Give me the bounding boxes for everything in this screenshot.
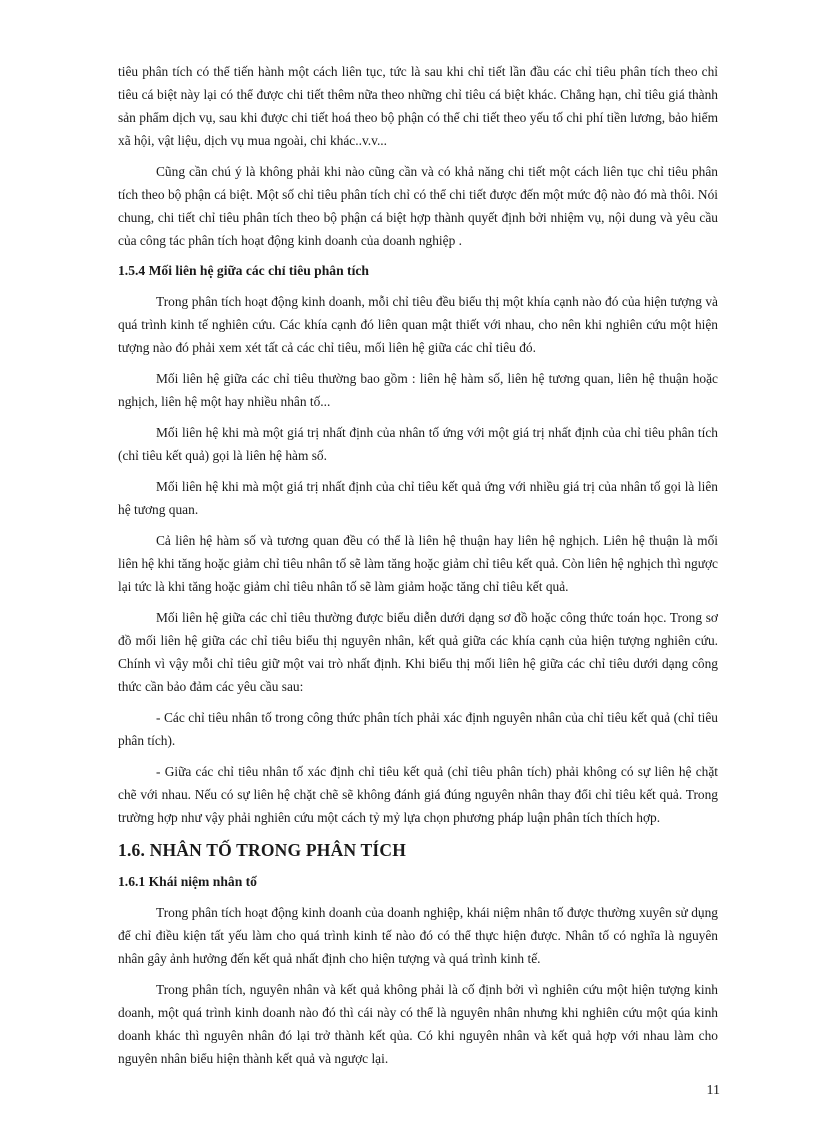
- section-heading-1-6-1: 1.6.1 Khái niệm nhân tố: [118, 874, 257, 889]
- paragraph-note: Cũng cần chú ý là không phải khi nào cũng cần và có khả năng chi tiết một cách liên tục chỉ tiêu phân tích theo bộ phận cá biệt. Một số chỉ tiêu phân tích chỉ có thể chi tiết được đến một mức độ nào đó mà thôi. Nói chung, chi tiết chỉ tiêu phân tích theo bộ phận cá biệt hợp thành quyết định bởi nhiệm vụ, nội dung và yêu cầu của công tác phân tích hoạt động kinh doanh của doanh nghiệp .: [118, 164, 718, 248]
- paragraph: Trong phân tích hoạt động kinh doanh của doanh nghiệp, khái niệm nhân tố được thường xuyên sử dụng để chỉ điều kiện tất yếu làm cho quá trình kinh tế nào đó có thể thực hiện được. Nhân tố có nghĩa là nguyên nhân gây ảnh hưởng đến kết quả nhất định cho hiện tượng và quá trình kinh tế.: [118, 905, 718, 966]
- document-page: [118, 60, 718, 1078]
- bullet-paragraph: - Giữa các chỉ tiêu nhân tố xác định chỉ tiêu kết quả (chỉ tiêu phân tích) phải không có sự liên hệ chặt chẽ với nhau. Nếu có sự liên hệ chặt chẽ sẽ không đánh giá đúng nguyên nhân thay đổi chỉ tiêu kết quả. Trong trường hợp như vậy phải nghiên cứu một cách tỷ mỷ lựa chọn phương pháp luận phân tích thích hợp.: [118, 764, 718, 825]
- paragraph: Mối liên hệ khi mà một giá trị nhất định của chỉ tiêu kết quả ứng với nhiều giá trị của nhân tố gọi là liên hệ tương quan.: [118, 479, 718, 517]
- paragraph: Trong phân tích hoạt động kinh doanh, mỗi chỉ tiêu đều biểu thị một khía cạnh nào đó của hiện tượng và quá trình kinh tế nghiên cứu. Các khía cạnh đó liên quan mật thiết với nhau, cho nên khi nghiên cứu một hiện tượng nào đó phải xem xét tất cả các chỉ tiêu, mối liên hệ giữa các chỉ tiêu đó.: [118, 294, 718, 355]
- paragraph-continued: tiêu phân tích có thể tiến hành một cách liên tục, tức là sau khi chỉ tiết lần đầu các chỉ tiêu phân tích theo chỉ tiêu cá biệt này lại có thể được chi tiết thêm nữa theo những chỉ tiêu cá biệt khác. Chẳng hạn, chỉ tiêu giá thành sản phẩm dịch vụ, sau khi được chi tiết hoá theo bộ phận có thể chi tiết theo yếu tố chi phí tiền lương, bảo hiểm xã hội, vật liệu, dịch vụ mua ngoài, chi khác..v.v...: [118, 64, 718, 148]
- paragraph: Cả liên hệ hàm số và tương quan đều có thể là liên hệ thuận hay liên hệ nghịch. Liên hệ thuận là mối liên hệ khi tăng hoặc giảm chỉ tiêu nhân tố sẽ làm tăng hoặc giảm chỉ tiêu kết quả. Còn liên hệ nghịch thì ngược lại tức là khi tăng hoặc giảm chỉ tiêu nhân tố sẽ làm giảm hoặc tăng chỉ tiêu kết quả.: [118, 533, 718, 594]
- section-heading-1-6: 1.6. NHÂN TỐ TRONG PHÂN TÍCH: [118, 840, 407, 860]
- paragraph: Mối liên hệ giữa các chỉ tiêu thường bao gồm : liên hệ hàm số, liên hệ tương quan, liên hệ thuận hoặc nghịch, liên hệ một hay nhiều nhân tố...: [118, 371, 718, 409]
- paragraph: Mối liên hệ khi mà một giá trị nhất định của nhân tố ứng với một giá trị nhất định của chỉ tiêu phân tích (chỉ tiêu kết quả) gọi là liên hệ hàm số.: [118, 425, 718, 463]
- paragraph: Trong phân tích, nguyên nhân và kết quả không phải là cố định bởi vì nghiên cứu một hiện tượng kinh doanh, một quá trình kinh doanh nào đó thì cái này có thể là nguyên nhân nhưng khi nghiên cứu một qúa kinh doanh khác thì nguyên nhân đó lại trở thành kết qủa. Có khi nguyên nhân và kết quả hợp với nhau làm cho nguyên nhân biểu hiện thành kết quả và ngược lại.: [118, 982, 718, 1066]
- section-heading-1-5-4: 1.5.4 Mối liên hệ giữa các chỉ tiêu phân tích: [118, 263, 369, 278]
- paragraph: Mối liên hệ giữa các chỉ tiêu thường được biểu diễn dưới dạng sơ đồ hoặc công thức toán học. Trong sơ đồ mối liên hệ giữa các chỉ tiêu biểu thị nguyên nhân, kết quả giữa các khía cạnh của hiện tượng nghiên cứu. Chính vì vậy mỗi chỉ tiêu giữ một vai trò nhất định. Khi biểu thị mối liên hệ giữa các chỉ tiêu dưới dạng công thức cần bảo đảm các yêu cầu sau:: [118, 610, 718, 694]
- page-number: 11: [706, 1083, 720, 1098]
- bullet-paragraph: - Các chỉ tiêu nhân tố trong công thức phân tích phải xác định nguyên nhân của chỉ tiêu kết quả (chỉ tiêu phân tích).: [118, 710, 718, 748]
